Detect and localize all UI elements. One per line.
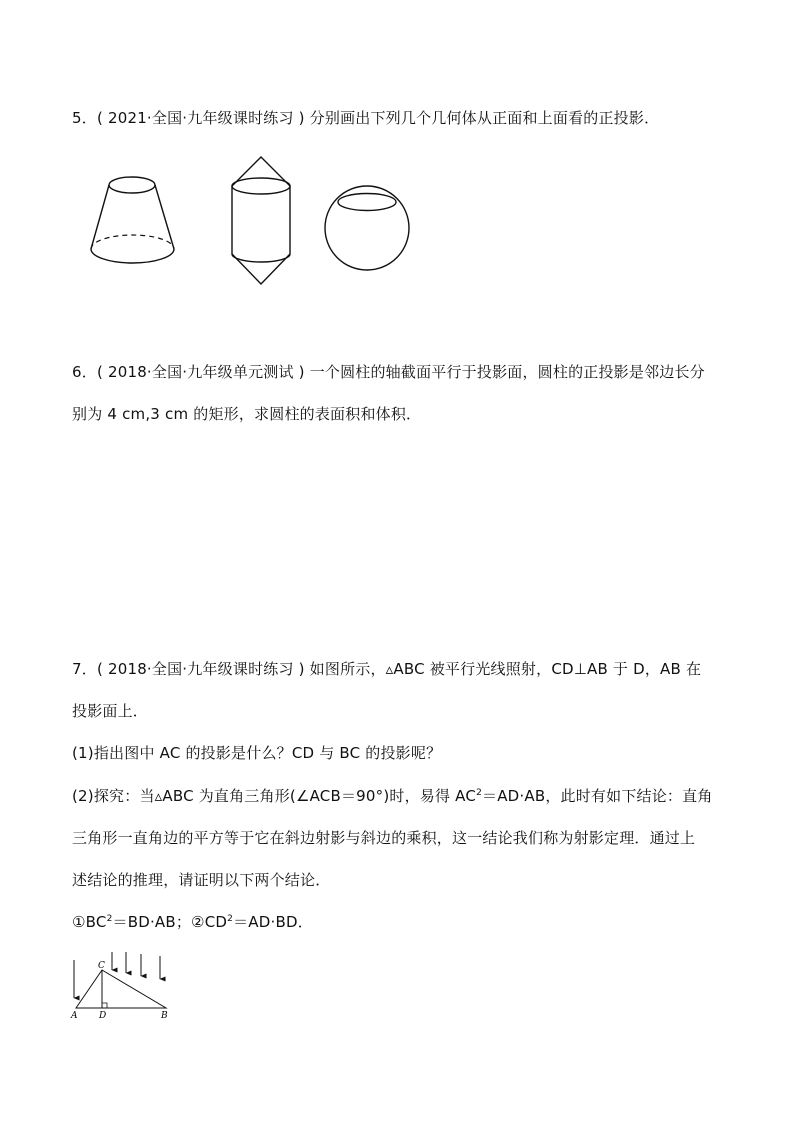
question-7-part-1: (1)指出图中 AC 的投影是什么？CD 与 BC 的投影呢？ bbox=[72, 744, 442, 762]
cylinder-with-cones-figure bbox=[229, 156, 293, 288]
question-7-line-5: 三角形一直角边的平方等于它在斜边射影与斜边的乘积，这一结论我们称为射影定理．通过上 bbox=[72, 829, 696, 847]
question-7-conclusions: $①BC^2=BD\cdot AB$；$②CD^2=AD\cdot BD$． bbox=[72, 913, 313, 931]
question-7-line-2: 投影面上． bbox=[72, 702, 149, 720]
triangle-parallel-light-figure bbox=[66, 950, 176, 1026]
frustum-figure bbox=[85, 170, 181, 270]
question-6-line-2: 别为 4 cm,3 cm 的矩形，求圆柱的表面积和体积． bbox=[72, 405, 422, 423]
question-7-line-6: 述结论的推理，请证明以下两个结论． bbox=[72, 871, 331, 889]
label-a: A bbox=[71, 1011, 78, 1021]
question-6-line-1: 6．( 2018·全国·九年级单元测试 ) 一个圆柱的轴截面平行于投影面，圆柱的正投影是邻边长分 bbox=[72, 363, 705, 381]
question-5-text: 5．( 2021·全国·九年级课时练习 ) 分别画出下列几个几何体从正面和上面看的正投影． bbox=[72, 109, 660, 127]
label-b: B bbox=[161, 1011, 168, 1021]
truncated-sphere-figure bbox=[323, 186, 413, 276]
label-d: D bbox=[99, 1011, 107, 1021]
question-7-part-2: (2)探究：当▵ABC 为直角三角形(∠ACB＝90°)时，易得 $AC^2=AD\cdot AB$，此时有如下结论：直角 bbox=[72, 787, 713, 805]
question-7-line-1: 7．( 2018·全国·九年级课时练习 ) 如图所示，▵ABC 被平行光线照射，CD⊥AB 于 D，AB 在 bbox=[72, 660, 702, 678]
label-c: C bbox=[98, 961, 105, 971]
